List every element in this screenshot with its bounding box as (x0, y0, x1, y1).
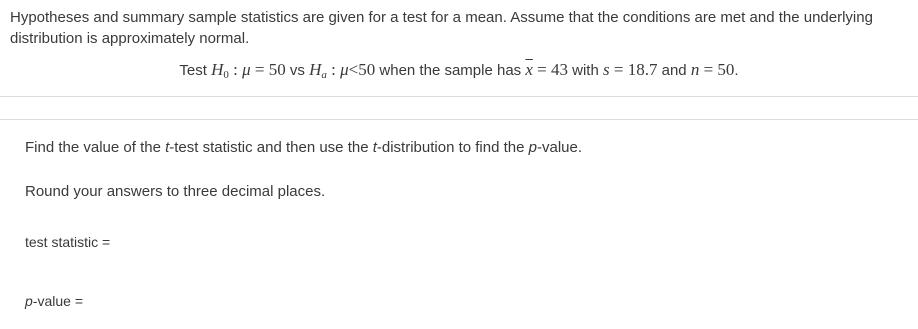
question-text: Find the value of the t-test statistic and then use the t-distribution to find the p-value. (25, 139, 583, 156)
sample-size: n = 50 (690, 60, 735, 79)
and-text: and (657, 62, 691, 79)
vs-text: vs (285, 62, 310, 79)
with-text: with (567, 62, 603, 79)
section-gap (0, 97, 918, 119)
sample-size-value: 50 (717, 60, 735, 79)
p-value-input[interactable] (96, 288, 280, 312)
rounding-instruction: Round your answers to three decimal places. (25, 183, 326, 200)
problem-intro: Hypotheses and summary sample statistics are given for a test for a mean. Assume that the conditions are met and the underlying distribution is approximately normal. (10, 9, 873, 47)
p-value-label: p-value = (25, 293, 83, 309)
sample-sd-value: 18.7 (627, 60, 658, 79)
hypothesis-prefix: Test (179, 62, 212, 79)
null-hypothesis: $H_0$ : μ = 50 (211, 60, 286, 81)
alternative-hypothesis: $H_a$ : μ<50 (309, 60, 376, 81)
test-statistic-label: test statistic = (25, 234, 111, 250)
hypothesis-statement: Test $H_0$ : μ = 50 vs $H_a$ : μ<50 when the sample has $\overline{x} = 43$ with s = 18.7 and n = 50. (179, 60, 739, 81)
sample-mean: $\overline{x} = 43$ (525, 60, 568, 79)
sample-mean-value: 43 (550, 60, 568, 79)
null-mean-value: 50 (268, 60, 286, 79)
sample-text: when the sample has (375, 62, 526, 79)
sample-sd: s = 18.7 (602, 60, 658, 79)
test-statistic-input[interactable] (138, 229, 322, 253)
alt-mean-value: 50 (358, 60, 376, 79)
section-divider-bottom (0, 119, 918, 120)
